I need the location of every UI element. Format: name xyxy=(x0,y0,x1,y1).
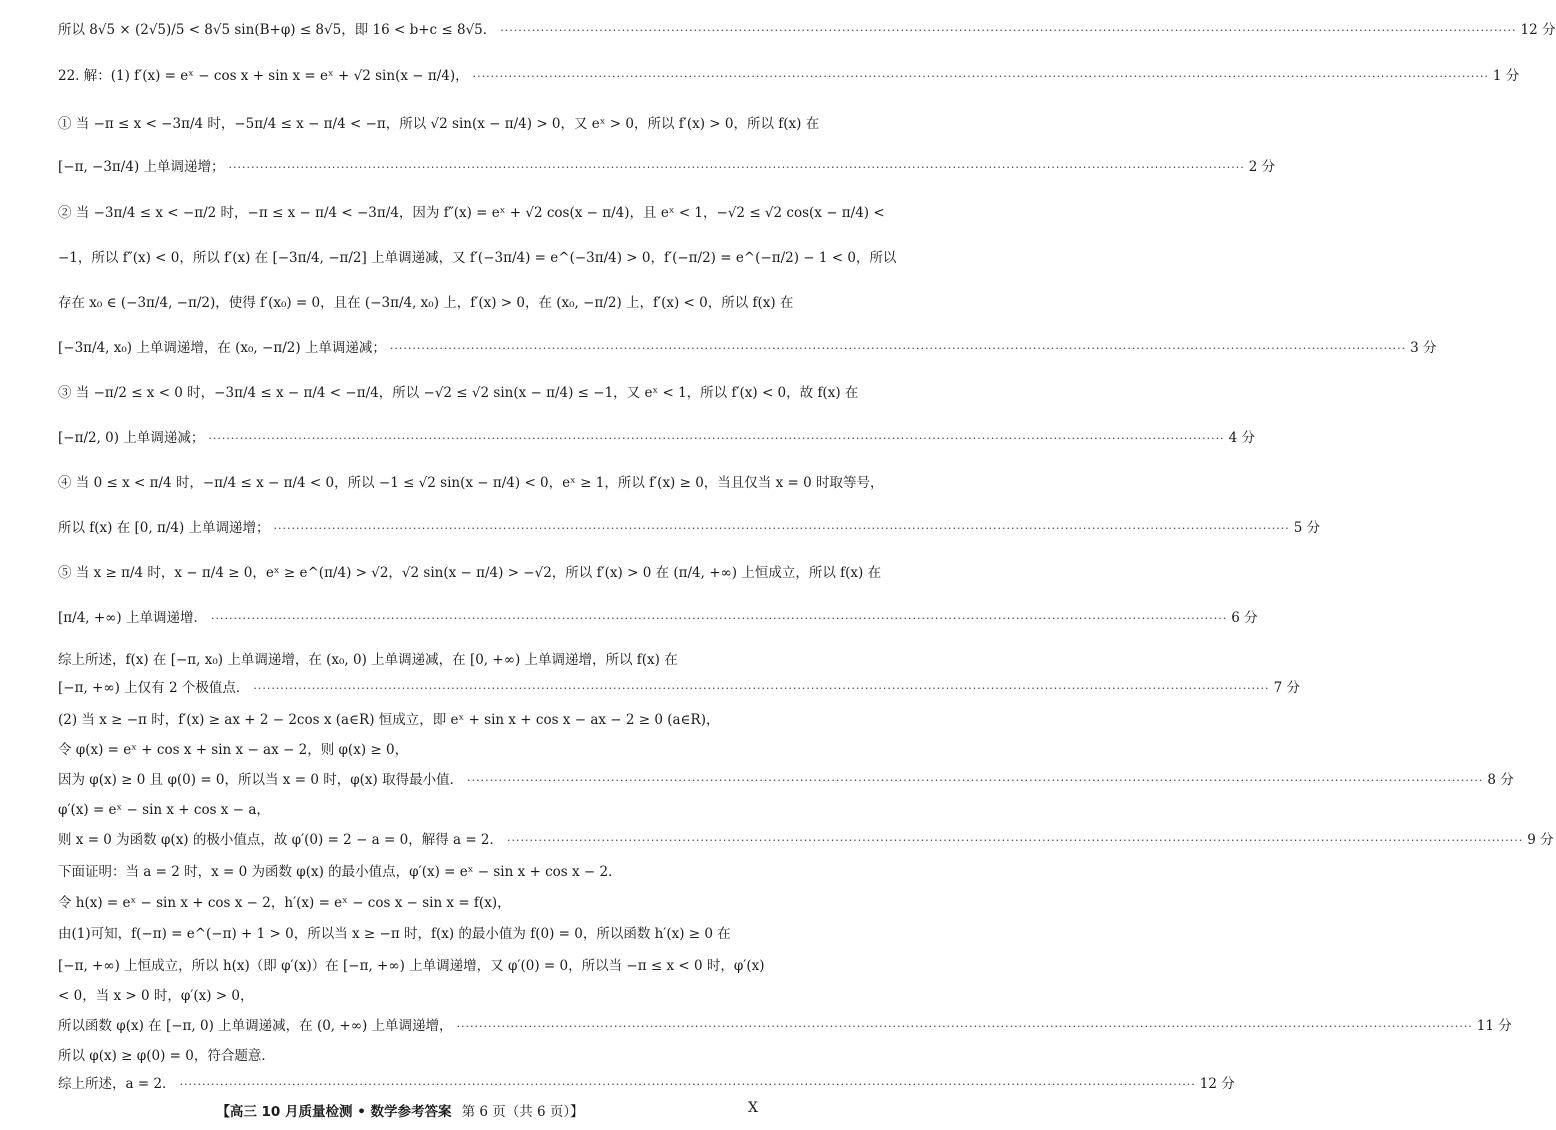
answer-line: 令 h(x) = eˣ − sin x + cos x − 2，h′(x) = eˣ − cos x − sin x = f(x)， xyxy=(58,895,511,911)
leader-dots xyxy=(467,771,1483,791)
answer-line: [π/4, +∞) 上单调递增． ····· 6 分 xyxy=(58,608,760,629)
answer-line: ② 当 −3π/4 ≤ x < −π/2 时，−π ≤ x − π/4 < −3π/4，因为 f″(x) = eˣ + √2 cos(x − π/4)，且 eˣ < 1，−√2 ≤ √2 cos(x − π/4) < xyxy=(58,205,885,221)
answer-line: −1，所以 f″(x) < 0，所以 f′(x) 在 [−3π/4, −π/2] 上单调递减，又 f′(−3π/4) = e^(−3π/4) > 0，f′(−π/2) = e^(−π/2) − 1 < 0，所以 xyxy=(58,250,897,266)
answer-line: [−π, +∞) 上仅有 2 个极值点． ····· 7 分 xyxy=(58,678,760,699)
leader-dots xyxy=(500,21,1516,41)
answer-line: ① 当 −π ≤ x < −3π/4 时，−5π/4 ≤ x − π/4 < −π，所以 √2 sin(x − π/4) > 0，又 eˣ > 0，所以 f′(x) > 0，所以 f(x) 在 xyxy=(58,116,820,132)
leader-dots xyxy=(180,1075,1196,1095)
score-marker: 12 分 xyxy=(1520,22,1556,38)
page-footer xyxy=(0,1100,800,1120)
answer-line: < 0，当 x > 0 时，φ′(x) > 0， xyxy=(58,988,254,1004)
answer-line: ④ 当 0 ≤ x < π/4 时，−π/4 ≤ x − π/4 < 0，所以 −1 ≤ √2 sin(x − π/4) < 0，eˣ ≥ 1，所以 f′(x) ≥ 0，当且仅当 x = 0 时取等号， xyxy=(58,475,884,491)
answer-line: [−π, +∞) 上恒成立，所以 h(x)（即 φ′(x)）在 [−π, +∞) 上单调递增，又 φ′(0) = 0，所以当 −π ≤ x < 0 时，φ′(x) xyxy=(58,958,765,974)
footer-title: 【高三 10 月质量检测 • 数学参考答案 xyxy=(216,1104,452,1120)
answer-line: [−π, −3π/4) 上单调递增； ····· 2 分 xyxy=(58,157,760,178)
score-marker: 9 分 xyxy=(1527,832,1554,848)
page-number: 第 6 页（共 6 页）】 xyxy=(461,1104,584,1120)
answer-line: 由(1)可知，f(−π) = e^(−π) + 1 > 0，所以当 x ≥ −π 时，f(x) 的最小值为 f(0) = 0，所以函数 h′(x) ≥ 0 在 xyxy=(58,926,731,942)
answer-line: 下面证明：当 a = 2 时，x = 0 为函数 φ(x) 的最小值点，φ′(x) = eˣ − sin x + cos x − 2． xyxy=(58,864,622,880)
score-marker: 1 分 xyxy=(1492,68,1520,84)
answer-line: 所以 8√5 × (2√5)/5 < 8√5 sin(B+φ) ≤ 8√5，即 16 < b+c ≤ 8√5． ····· 12 分 xyxy=(58,20,760,41)
score-marker: 11 分 xyxy=(1476,1018,1512,1034)
leader-dots xyxy=(390,339,1406,359)
answer-line: 存在 x₀ ∈ (−3π/4, −π/2)，使得 f′(x₀) = 0，且在 (−3π/4, x₀) 上，f′(x) > 0，在 (x₀, −π/2) 上，f′(x) < 0，所以 f(x) 在 xyxy=(58,295,794,311)
score-marker: 12 分 xyxy=(1199,1076,1235,1092)
answer-line: 所以 f(x) 在 [0, π/4) 上单调递增； ····· 5 分 xyxy=(58,518,760,539)
answer-line: 所以 φ(x) ≥ φ(0) = 0，符合题意． xyxy=(58,1048,275,1064)
score-marker: 3 分 xyxy=(1410,340,1437,356)
answer-line: 22. 解：(1) f′(x) = eˣ − cos x + sin x = eˣ + √2 sin(x − π/4)， ····· 1 分 xyxy=(58,66,760,87)
score-marker: 6 分 xyxy=(1231,610,1258,626)
answer-line: φ′(x) = eˣ − sin x + cos x − a， xyxy=(58,802,270,818)
score-marker: 5 分 xyxy=(1293,520,1321,536)
score-marker: 7 分 xyxy=(1273,680,1300,696)
answer-line: 所以函数 φ(x) 在 [−π, 0) 上单调递减，在 (0, +∞) 上单调递增， ····· 11 分 xyxy=(58,1016,760,1037)
score-marker: 4 分 xyxy=(1228,430,1255,446)
answer-line: 因为 φ(x) ≥ 0 且 φ(0) = 0，所以当 x = 0 时，φ(x) 取得最小值． ····· 8 分 xyxy=(58,770,760,791)
leader-dots xyxy=(457,1017,1473,1037)
answer-line: 综上所述，f(x) 在 [−π, x₀) 上单调递增，在 (x₀, 0) 上单调递减，在 [0, +∞) 上单调递增，所以 f(x) 在 xyxy=(58,652,678,668)
leader-dots xyxy=(208,429,1224,449)
answer-line: 综上所述，a = 2． ····· 12 分 xyxy=(58,1074,760,1095)
leader-dots xyxy=(229,158,1245,178)
score-marker: 2 分 xyxy=(1248,159,1276,175)
leader-dots xyxy=(473,67,1489,87)
corner-mark: X xyxy=(748,1100,758,1116)
answer-line: 则 x = 0 为函数 φ(x) 的极小值点，故 φ′(0) = 2 − a = 0，解得 a = 2． ····· 9 分 xyxy=(58,830,760,851)
leader-dots xyxy=(211,609,1227,629)
answer-line: 令 φ(x) = eˣ + cos x + sin x − ax − 2，则 φ(x) ≥ 0， xyxy=(58,742,409,758)
leader-dots xyxy=(507,831,1523,851)
leader-dots xyxy=(274,519,1290,539)
score-marker: 8 分 xyxy=(1487,772,1514,788)
answer-line: (2) 当 x ≥ −π 时，f′(x) ≥ ax + 2 − 2cos x (a∈R) 恒成立，即 eˣ + sin x + cos x − ax − 2 ≥ 0 (a∈R)， xyxy=(58,712,720,728)
answer-line: ③ 当 −π/2 ≤ x < 0 时，−3π/4 ≤ x − π/4 < −π/4，所以 −√2 ≤ √2 sin(x − π/4) ≤ −1，又 eˣ < 1，所以 f′(x) < 0，故 f(x) 在 xyxy=(58,385,859,401)
leader-dots xyxy=(253,679,1269,699)
answer-line: ⑤ 当 x ≥ π/4 时，x − π/4 ≥ 0，eˣ ≥ e^(π/4) > √2，√2 sin(x − π/4) > −√2，所以 f′(x) > 0 在 (π/4, +∞) 上恒成立，所以 f(x) 在 xyxy=(58,565,882,581)
answer-line: [−π/2, 0) 上单调递减； ····· 4 分 xyxy=(58,428,760,449)
answer-line: [−3π/4, x₀) 上单调递增，在 (x₀, −π/2) 上单调递减； ····· 3 分 xyxy=(58,338,760,359)
